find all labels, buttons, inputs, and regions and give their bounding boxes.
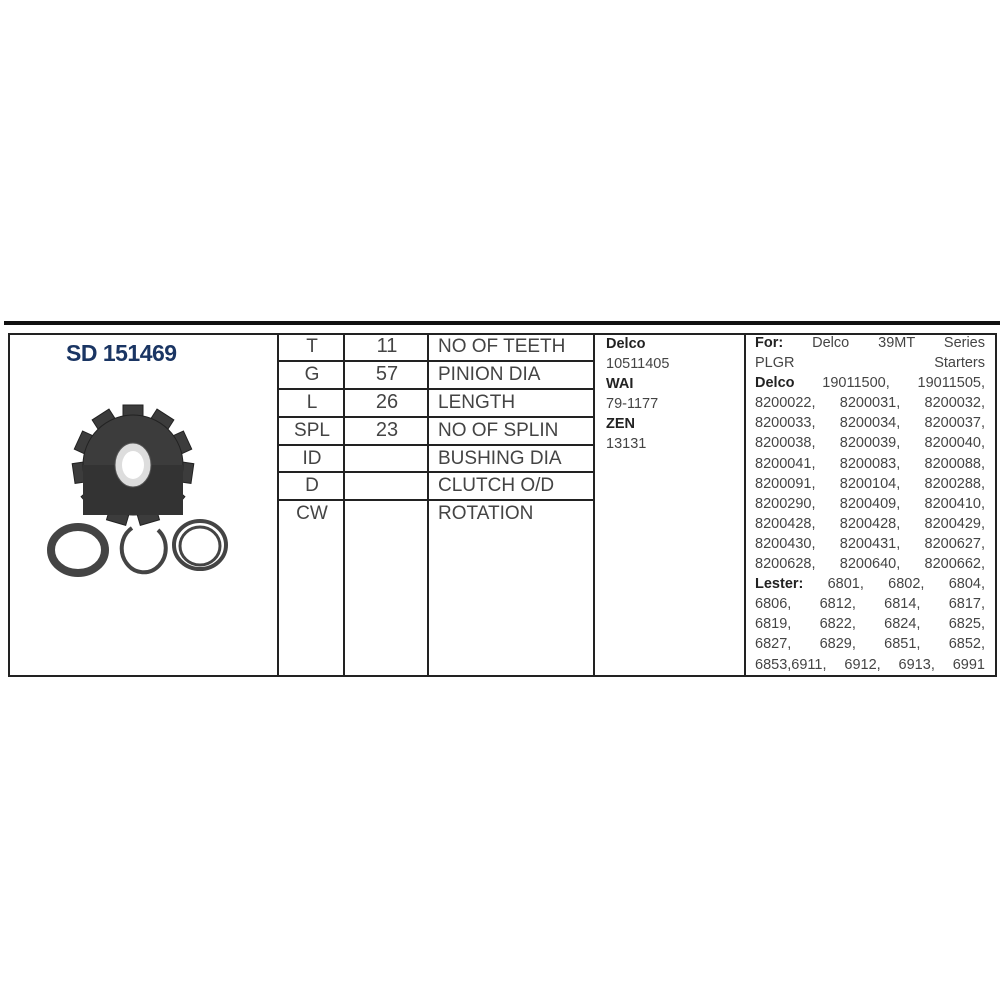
spec-value	[346, 500, 428, 527]
application-line	[755, 634, 985, 654]
xref-brand: ZEN	[606, 416, 635, 432]
application-numbers: 6827, 6829, 6851, 6852,	[755, 636, 985, 653]
xref-number: 79-1177	[606, 396, 659, 412]
spec-code: L	[306, 392, 318, 413]
spec-code: G	[304, 364, 320, 385]
xref-brand: Delco	[606, 336, 646, 352]
application-numbers: 8200628, 8200640, 8200662,	[755, 556, 985, 573]
application-line	[755, 554, 985, 574]
application-line	[755, 433, 985, 453]
spec-value: 57	[375, 363, 399, 385]
application-line	[755, 594, 985, 614]
application-line	[755, 514, 985, 534]
application-line	[755, 413, 985, 433]
application-numbers: 8200041, 8200083, 8200088,	[755, 455, 985, 472]
spec-code: CW	[296, 503, 328, 524]
application-line	[755, 393, 985, 413]
application-numbers: 8200033, 8200034, 8200037,	[755, 415, 985, 432]
spec-code: T	[306, 336, 318, 357]
application-line	[755, 373, 985, 393]
washer-ring-icon	[51, 521, 226, 573]
gear-icon	[72, 405, 194, 525]
application-numbers: 6806, 6812, 6814, 6817,	[755, 596, 985, 613]
xref-brand: WAI	[606, 376, 634, 392]
application-line	[755, 494, 985, 514]
application-numbers: 19011500, 19011505,	[794, 375, 985, 392]
spec-value: 26	[375, 391, 399, 413]
application-brand: Delco	[755, 375, 795, 392]
spec-label: LENGTH	[438, 392, 516, 413]
application-line	[755, 534, 985, 554]
spec-label: PINION DIA	[438, 364, 541, 385]
divider	[744, 333, 746, 677]
spec-label: NO OF TEETH	[438, 336, 566, 357]
application-numbers: 8200428, 8200428, 8200429,	[755, 515, 985, 532]
application-line	[755, 454, 985, 474]
application-line	[755, 614, 985, 634]
spec-value	[346, 472, 428, 499]
spec-label: NO OF SPLIN	[438, 420, 559, 441]
application-line	[755, 574, 985, 594]
application-line	[755, 474, 985, 494]
spec-code: SPL	[294, 420, 330, 441]
application-numbers: 6819, 6822, 6824, 6825,	[755, 616, 985, 633]
application-line	[755, 353, 985, 373]
application-numbers: 8200430, 8200431, 8200627,	[755, 535, 985, 552]
spec-value: 23	[375, 419, 399, 441]
application-numbers: Delco 39MT Series	[783, 335, 985, 351]
divider	[277, 333, 279, 677]
application-numbers: PLGR Starters	[755, 355, 985, 372]
pinion-gear-image	[40, 400, 240, 580]
spec-label: ROTATION	[438, 503, 534, 524]
top-rule	[4, 321, 1000, 325]
xref-number: 13131	[606, 436, 647, 452]
application-brand: For:	[755, 335, 784, 351]
application-brand: Lester:	[755, 576, 804, 593]
spec-label: CLUTCH O/D	[438, 475, 555, 496]
application-numbers: 8200022, 8200031, 8200032,	[755, 395, 985, 412]
application-numbers: 8200038, 8200039, 8200040,	[755, 435, 985, 452]
spec-value: 11	[376, 335, 398, 357]
application-numbers: 6853,6911, 6912, 6913, 6991	[755, 656, 985, 673]
cross-reference-list	[606, 334, 669, 454]
spec-code: D	[305, 475, 319, 496]
application-numbers: 8200091, 8200104, 8200288,	[755, 475, 985, 492]
part-number: SD 151469	[66, 340, 177, 366]
application-numbers: 6801, 6802, 6804,	[803, 576, 985, 593]
application-line	[755, 655, 985, 675]
application-numbers: 8200290, 8200409, 8200410,	[755, 495, 985, 512]
spec-label: BUSHING DIA	[438, 448, 562, 469]
application-list	[755, 333, 985, 675]
xref-number: 10511405	[606, 356, 670, 372]
spec-value	[346, 445, 428, 472]
spec-code: ID	[302, 448, 322, 469]
application-line	[755, 333, 985, 353]
